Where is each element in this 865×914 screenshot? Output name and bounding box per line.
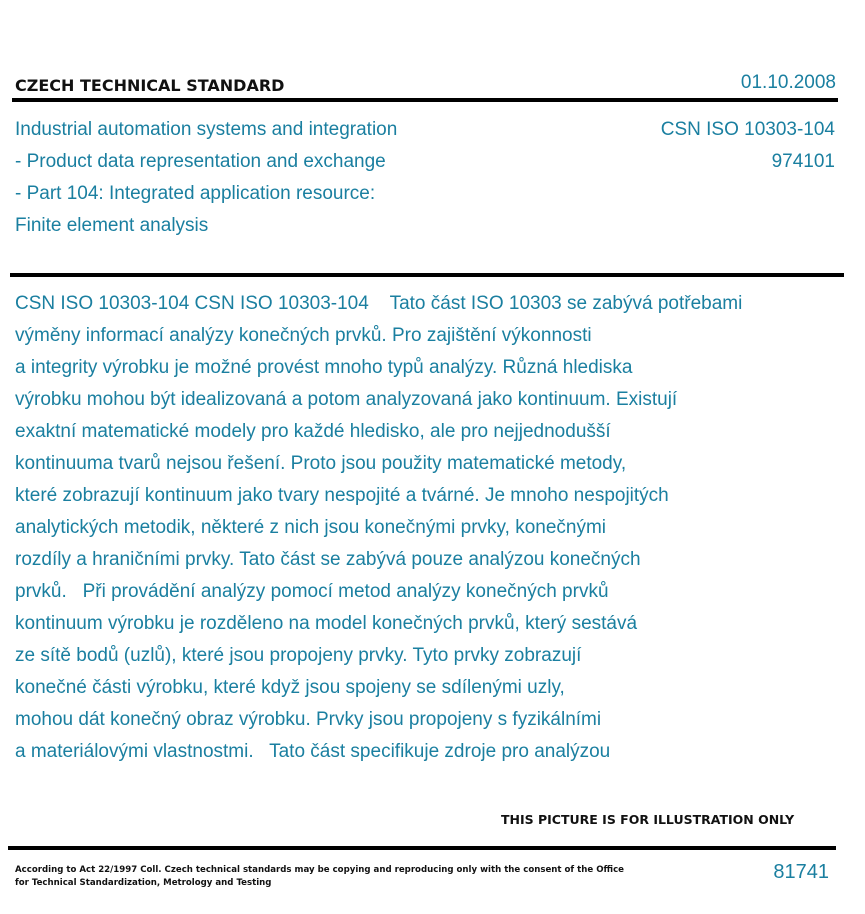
page-number: 81741 [773,861,829,883]
title-divider [10,273,844,277]
title-line: - Part 104: Integrated application resource: [15,183,376,204]
body-line: ze sítě bodů (uzlů), které jsou propojeny prvky. Tyto prvky zobrazují [15,645,582,666]
header-divider [12,98,838,102]
body-line: kontinuuma tvarů nejsou řešení. Proto jsou použity matematické metody, [15,453,627,474]
body-line: prvků. Při provádění analýzy pomocí metod analýzy konečných prvků [15,581,609,602]
body-line: konečné části výrobku, které když jsou spojeny se sdílenými uzly, [15,677,565,698]
standard-designation: CSN ISO 10303-104 [660,119,835,140]
legal-line: According to Act 22/1997 Coll. Czech technical standards may be copying and reproducing only with the consent of the Office [15,865,625,875]
body-line: CSN ISO 10303-104 CSN ISO 10303-104 Tato část ISO 10303 se zabývá potřebami [15,293,743,314]
classification-number: 974101 [771,151,835,172]
document-title [15,114,397,242]
body-line: mohou dát konečný obraz výrobku. Prvky jsou propojeny s fyzikálními [15,709,602,730]
standard-type-label: CZECH TECHNICAL STANDARD [15,76,285,95]
standard-codes [661,114,835,178]
issue-date: 01.10.2008 [740,72,836,93]
body-line: rozdíly a hraničními prvky. Tato část se zabývá pouze analýzou konečných [15,549,641,570]
title-line: Industrial automation systems and integration [15,119,398,140]
body-line: kontinuum výrobku je rozděleno na model konečných prvků, který sestává [15,613,638,634]
body-line: které zobrazují kontinuum jako tvary nespojité a tvárné. Je mnoho nespojitých [15,485,669,506]
footer-divider [8,846,836,850]
title-line: - Product data representation and exchange [15,151,386,172]
legal-line: for Technical Standardization, Metrology and Testing [15,878,272,888]
document-body [15,288,845,768]
body-line: výrobku mohou být idealizovaná a potom analyzovaná jako kontinuum. Existují [15,389,678,410]
body-line: výměny informací analýzy konečných prvků. Pro zajištění výkonnosti [15,325,592,346]
body-line: analytických metodik, některé z nich jsou konečnými prvky, konečnými [15,517,607,538]
title-line: Finite element analysis [15,215,209,236]
illustration-notice: THIS PICTURE IS FOR ILLUSTRATION ONLY [501,812,795,827]
body-line: exaktní matematické modely pro každé hledisko, ale pro nejjednodušší [15,421,611,442]
body-line: a integrity výrobku je možné provést mnoho typů analýzy. Různá hlediska [15,357,633,378]
legal-notice [15,864,624,890]
body-line: a materiálovými vlastnostmi. Tato část specifikuje zdroje pro analýzou [15,741,611,762]
